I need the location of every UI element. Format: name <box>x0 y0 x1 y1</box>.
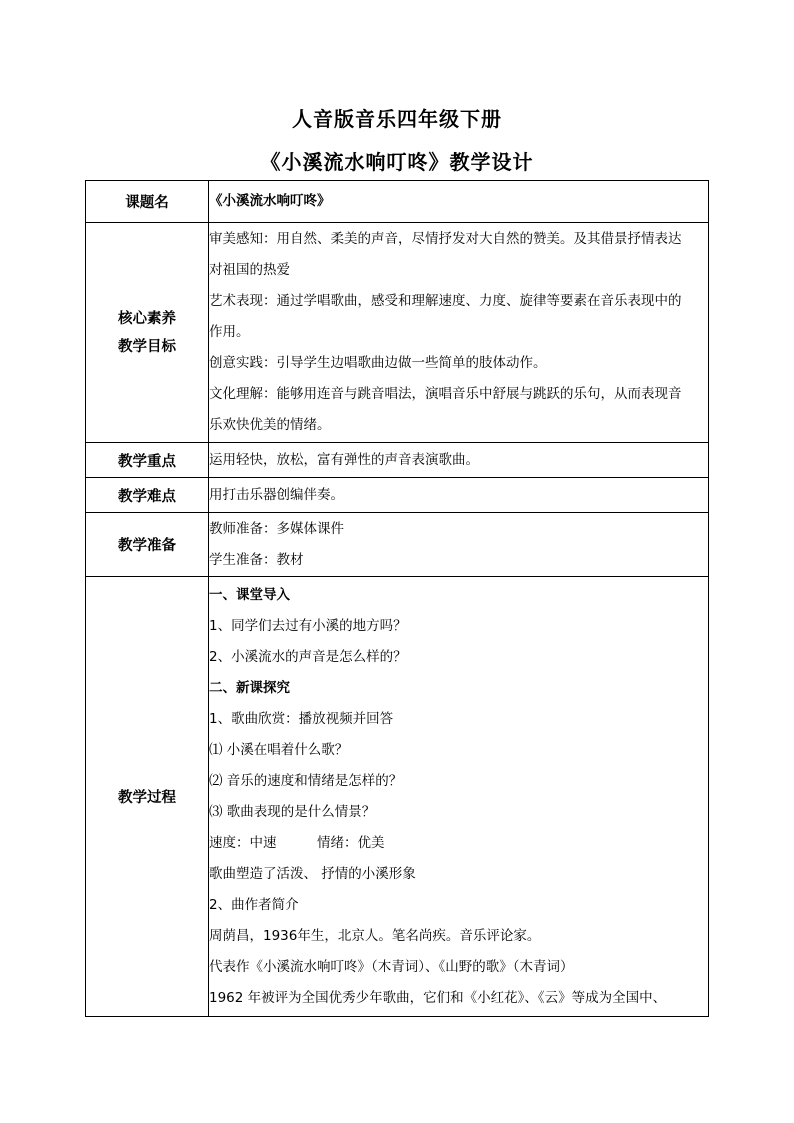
value-process <box>209 577 709 1017</box>
table-row-difficulty <box>86 478 709 513</box>
label-difficulty: 教学难点 <box>86 478 209 513</box>
goal-line: 艺术表现：通过学唱歌曲，感受和理解速度、力度、旋律等要素在音乐表现中的 <box>209 293 682 309</box>
process-line: 1、歌曲欣赏：播放视频并回答 <box>209 710 394 727</box>
value-key-point <box>209 443 709 478</box>
value-goals <box>209 223 709 443</box>
table-row-key-point <box>86 443 709 478</box>
process-line: 代表作《小溪流水响叮咚》（木青词）、《山野的歌》（木青词） <box>209 958 574 975</box>
process-line: ⑵ 音乐的速度和情绪是怎样的？ <box>209 772 403 789</box>
difficulty-text: 用打击乐器创编伴奏。 <box>209 486 344 503</box>
table-row-goals <box>86 223 709 443</box>
process-line: 1、同学们去过有小溪的地方吗？ <box>209 617 407 634</box>
lesson-plan-table <box>85 180 709 1017</box>
value-preparation <box>209 513 709 577</box>
process-line: 二、新课探究 <box>209 679 290 696</box>
label-key-point: 教学重点 <box>86 443 209 478</box>
value-topic <box>209 181 709 223</box>
label-goals-line: 核心素养 <box>118 310 176 327</box>
goal-line: 作用。 <box>209 324 250 340</box>
goal-line: 创意实践：引导学生边唱歌曲边做一些简单的肢体动作。 <box>209 355 547 371</box>
goal-line: 乐欢快优美的情绪。 <box>209 417 331 433</box>
goal-line: 文化理解：能够用连音与跳音唱法，演唱音乐中舒展与跳跃的乐句，从而表现音 <box>209 386 682 402</box>
process-line: 周荫昌，1936年生，北京人。笔名尚疾。音乐评论家。 <box>209 927 541 944</box>
topic-text: 《小溪流水响叮咚》 <box>209 193 331 209</box>
label-preparation: 教学准备 <box>86 513 209 577</box>
table-row-preparation <box>86 513 709 577</box>
prep-line: 学生准备：教材 <box>209 551 304 568</box>
table-row-topic <box>86 181 709 223</box>
value-difficulty <box>209 478 709 513</box>
goal-line: 审美感知：用自然、柔美的声音，尽情抒发对大自然的赞美。及其借景抒情表达 <box>209 231 682 247</box>
document-subtitle: 《小溪流水响叮咚》教学设计 <box>260 150 534 174</box>
document-title: 人音版音乐四年级下册 <box>292 107 502 131</box>
label-goals-line: 教学目标 <box>118 338 176 355</box>
prep-line: 教师准备：多媒体课件 <box>209 520 344 537</box>
label-topic: 课题名 <box>86 181 209 223</box>
process-line: 1962 年被评为全国优秀少年歌曲，它们和《小红花》、《云》等成为全国中、 <box>209 989 667 1006</box>
process-line: 速度：中速 情绪：优美 <box>209 834 385 851</box>
process-line: 2、小溪流水的声音是怎么样的？ <box>209 648 407 665</box>
process-line: ⑶ 歌曲表现的是什么情景？ <box>209 803 376 820</box>
label-process: 教学过程 <box>86 577 209 1017</box>
process-line: 歌曲塑造了活泼、 抒情的小溪形象 <box>209 865 416 882</box>
key-point-text: 运用轻快，放松，富有弹性的声音表演歌曲。 <box>209 451 479 468</box>
process-line: 一、课堂导入 <box>209 586 290 603</box>
process-line: 2、曲作者简介 <box>209 896 299 913</box>
table-row-process <box>86 577 709 1017</box>
label-goals <box>86 223 209 443</box>
process-line: ⑴ 小溪在唱着什么歌？ <box>209 741 349 758</box>
goal-line: 对祖国的热爱 <box>209 262 290 278</box>
